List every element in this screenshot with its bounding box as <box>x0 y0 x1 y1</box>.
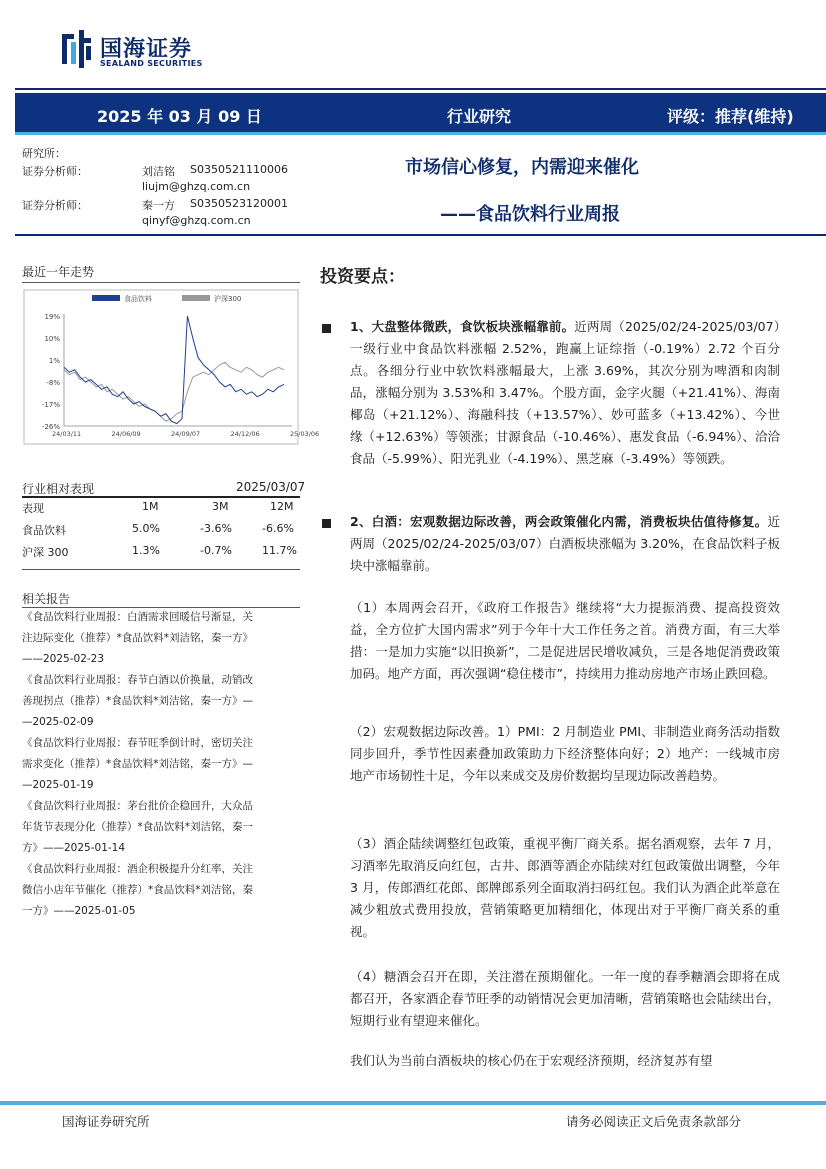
footer-disclaimer: 请务必阅读正文后免责条款部分 <box>566 1114 742 1129</box>
perf-date: 2025/03/07 <box>236 480 306 494</box>
x-tick-label: 25/03/06 <box>290 430 320 438</box>
related-line[interactable]: 年货节表现分化（推荐）*食品饮料*刘洁铭，秦一 <box>22 821 253 833</box>
related-line: —2025-02-09 <box>22 716 94 728</box>
brand-logo <box>62 30 212 70</box>
paragraph-2-lead: 2、白酒：宏观数据边际改善，两会政策催化内需，消费板块估值待修复。 <box>350 514 768 529</box>
analyst-cert: S0350523120001 <box>190 197 288 210</box>
related-line: —2025-01-19 <box>22 779 94 791</box>
perf-rule-bottom <box>22 569 300 570</box>
perf-cell: 11.7% <box>262 544 297 557</box>
paragraph-1-text: 近两周（2025/02/24-2025/03/07）一级行业中食品饮料涨幅 2.52%，跑赢上证综指（-0.19%）2.72 个百分点。各细分行业中软饮料涨幅最大，上涨 3.69%，其次分别为啤酒和肉制品，涨幅分别为 3.53%和 3.47%。个股方面，金字火腿（+21.41%）、海南椰岛（+21.12%）、海融科技（+13.57%）、妙可蓝多（+13.42%）、今世缘（+12.63%）等领涨；甘源食品（-10.46%）、惠发食品（-6.94%）、洽洽食品（-5.99%）、阳光乳业（-4.19%）、黑芝麻（-3.49%）等领跌。 <box>350 319 780 466</box>
y-tick-label: -26% <box>41 423 60 431</box>
report-date: 2025 年 03 月 09 日 <box>97 107 262 126</box>
related-line[interactable]: 《食品饮料行业周报：春节旺季倒计时，密切关注 <box>22 737 253 749</box>
perf-cell: -3.6% <box>200 522 232 535</box>
related-list <box>22 607 300 922</box>
related-line[interactable]: 《食品饮料行业周报：茅台批价企稳回升，大众品 <box>22 800 253 812</box>
report-category: 行业研究 <box>447 107 512 126</box>
perf-cell: 沪深 300 <box>22 546 69 559</box>
footer-org: 国海证券研究所 <box>62 1114 150 1129</box>
footer-band <box>0 1101 826 1105</box>
related-line[interactable]: 需求变化（推荐）*食品饮料*刘洁铭，秦一方》— <box>22 758 253 770</box>
related-title: 相关报告 <box>22 592 71 606</box>
paragraph-6: （4）糖酒会召开在即，关注潜在预期催化。一年一度的春季糖酒会即将在成都召开，各家酒企春节旺季的动销情况会更加清晰，营销策略也会陆续出台，短期行业有望迎来催化。 <box>350 969 780 1028</box>
trend-rule <box>22 282 300 283</box>
title-rule <box>15 234 826 236</box>
paragraph-2-text: 近两周（2025/02/24-2025/03/07）白酒板块涨幅为 3.20%，在食品饮料子板块中涨幅靠前。 <box>350 514 780 573</box>
paragraph-7: 我们认为当前白酒板块的核心仍在于宏观经济预期，经济复苏有望 <box>350 1053 713 1068</box>
report-title: 市场信心修复，内需迎来催化 <box>405 157 639 178</box>
legend-label: 食品饮料 <box>124 295 152 303</box>
related-line[interactable]: 《食品饮料行业周报：春节白酒以价换量，动销改 <box>22 674 253 686</box>
chart-frame <box>24 290 298 444</box>
related-line: 方》——2025-01-14 <box>22 842 126 854</box>
perf-cell: -6.6% <box>262 522 294 535</box>
logo-mark-icon <box>62 30 92 68</box>
analyst-email[interactable]: liujm@ghzq.com.cn <box>142 180 251 193</box>
paragraph-4: （2）宏观数据边际改善。1）PMI：2 月制造业 PMI、非制造业商务活动指数同步回升，季节性因素叠加政策助力下经济整体向好；2）地产：一线城市房地产市场韧性十足，今年以来成交及房价数据均呈现边际改善趋势。 <box>350 724 780 783</box>
report-rating: 评级：推荐(维持) <box>667 107 794 126</box>
legend-label: 沪深300 <box>214 295 242 303</box>
perf-header: 3M <box>212 500 229 513</box>
header-banner <box>15 93 826 135</box>
research-label: 研究所： <box>22 147 66 160</box>
header-rule <box>15 88 826 90</box>
perf-cell: 5.0% <box>132 522 160 535</box>
analyst-role: 证券分析师： <box>22 199 88 212</box>
analyst-role: 证券分析师： <box>22 165 88 178</box>
related-line: ——2025-02-23 <box>22 653 105 665</box>
related-line[interactable]: 《食品饮料行业周报：白酒需求回暖信号渐显，关 <box>22 611 253 623</box>
analyst-name: 秦一方 <box>142 199 175 212</box>
perf-header: 12M <box>270 500 294 513</box>
perf-cell: -0.7% <box>200 544 232 557</box>
perf-cell: 食品饮料 <box>22 524 66 537</box>
paragraph-2 <box>350 511 780 577</box>
related-line[interactable]: 微信小店年节催化（推荐）*食品饮料*刘洁铭，秦 <box>22 884 253 896</box>
related-line: 一方》——2025-01-05 <box>22 905 136 917</box>
analyst-email[interactable]: qinyf@ghzq.com.cn <box>142 214 251 227</box>
x-tick-label: 24/06/09 <box>111 430 141 438</box>
brand-name-cn: 国海证券 <box>100 37 193 62</box>
analyst-cert: S0350521110006 <box>190 163 288 176</box>
bullet-icon <box>322 324 331 333</box>
y-tick-label: -8% <box>46 379 60 387</box>
y-tick-label: -17% <box>41 401 60 409</box>
perf-row <box>22 544 302 566</box>
perf-title: 行业相对表现 <box>22 482 95 496</box>
legend-swatch <box>92 295 120 301</box>
x-tick-label: 24/09/07 <box>171 430 201 438</box>
related-line[interactable]: 善现拐点（推荐）*食品饮料*刘洁铭，秦一方》— <box>22 695 253 707</box>
x-tick-label: 24/03/11 <box>52 430 82 438</box>
paragraph-1-lead: 1、大盘整体微跌，食饮板块涨幅靠前。 <box>350 319 575 334</box>
perf-cell: 1.3% <box>132 544 160 557</box>
perf-header-row <box>22 500 302 522</box>
perf-header: 1M <box>142 500 159 513</box>
x-tick-label: 24/12/06 <box>230 430 260 438</box>
perf-row <box>22 522 302 544</box>
perf-rule-top <box>22 496 300 498</box>
y-tick-label: 19% <box>44 313 60 321</box>
y-tick-label: 10% <box>44 335 60 343</box>
trend-title: 最近一年走势 <box>22 265 95 279</box>
bullet-icon <box>322 519 331 528</box>
trend-chart <box>22 288 320 448</box>
related-line[interactable]: 注边际变化（推荐）*食品饮料*刘洁铭，秦一方》 <box>22 632 253 644</box>
report-subtitle: ——食品饮料行业周报 <box>440 204 620 225</box>
legend-swatch <box>182 295 210 301</box>
perf-table <box>22 500 302 566</box>
analyst-name: 刘洁铭 <box>142 165 175 178</box>
paragraph-1 <box>350 316 780 470</box>
perf-header: 表现 <box>22 502 44 515</box>
brand-name-en: SEALAND SECURITIES <box>100 59 203 68</box>
section-heading: 投资要点： <box>320 267 405 287</box>
y-tick-label: 1% <box>48 357 60 365</box>
paragraph-5: （3）酒企陆续调整红包政策，重视平衡厂商关系。据名酒观察，去年 7 月，习酒率先取消反向红包，古井、郎酒等酒企亦陆续对红包政策做出调整，今年 3 月，传郎酒红花郎、郎牌郎系列全面取消扫码红包。我们认为酒企此举意在减少粗放式费用投放，营销策略更加精细化，体现出对于平衡厂商关系的重视。 <box>350 836 780 939</box>
related-line[interactable]: 《食品饮料行业周报：酒企积极提升分红率，关注 <box>22 863 253 875</box>
paragraph-3: （1）本周两会召开，《政府工作报告》继续将“大力提振消费、提高投资效益，全方位扩大国内需求”列于今年十大工作任务之首。消费方面，有三大举措：一是加力实施“以旧换新”，二是促进居民增收减负，三是各地促消费政策加码。地产方面，再次强调“稳住楼市”，持续用力推动房地产市场止跌回稳。 <box>350 600 780 681</box>
